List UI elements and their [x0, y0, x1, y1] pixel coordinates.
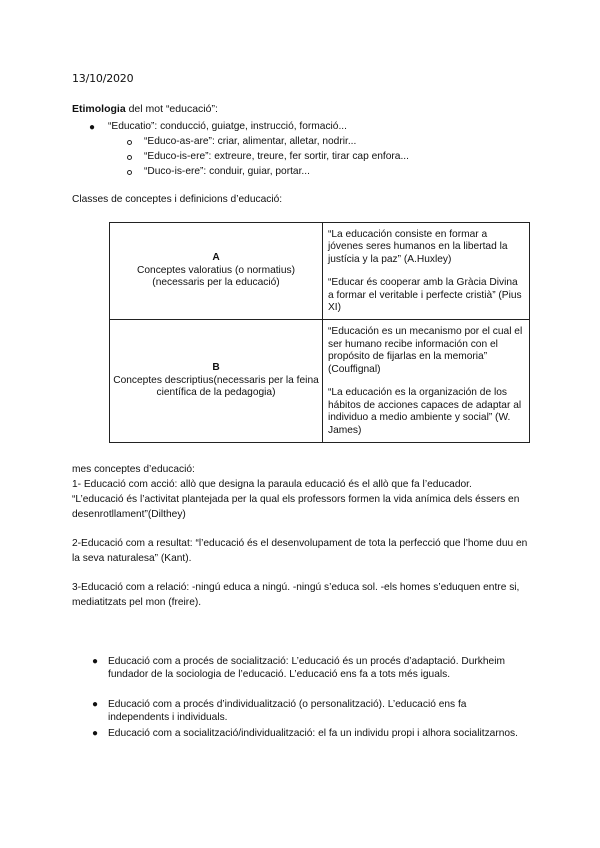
table-cell-category [110, 223, 323, 320]
table-row [110, 320, 530, 443]
etymology-title: Etimologia [72, 103, 126, 115]
etymology-main-item: “Educatio”: conducció, guiatge, instrucció, formació... [108, 121, 347, 132]
table-cell-quotes [323, 223, 530, 320]
list-item [92, 728, 518, 741]
table-row [110, 223, 530, 320]
list-item [92, 656, 518, 682]
definition-quote: “La educación consiste en formar a jóvenes seres humanos en la libertad la justícia y la paz” (A.Huxley) [328, 228, 508, 265]
table-cell-category [110, 320, 323, 443]
more-concepts-heading: mes conceptes d’educació: [72, 464, 195, 475]
circle-bullet-icon [127, 170, 132, 175]
bullet-icon: ● [92, 728, 99, 739]
list-item-text: Educació com a procés d’individualització (o personalització). L’educació ens fa independents i individuals. [108, 699, 467, 723]
concept-relation: 3-Educació com a relació: -ningú educa a ningú. -ningú s’educa sol. -els homes s’eduquen entre si, mediatitzats pel mon (freire). [72, 582, 520, 608]
bullet-icon: ● [89, 122, 96, 133]
category-description: Conceptes descriptius(necessaris per la feina científica de la pedagogia) [113, 374, 319, 399]
definition-quote: “Educación es un mecanismo por el cual el ser humano recibe información con el propósito de fijarlas en la memoria” (Couffignal) [328, 326, 523, 375]
bullet-icon: ● [92, 656, 99, 667]
list-item-text: Educació com a socialització/individualització: el fa un individu propi i alhora socialitzarnos. [108, 728, 518, 739]
circle-bullet-icon [127, 140, 132, 145]
concept-action-quote: “L’educació és l’activitat plantejada per la qual els professors formen la vida anímica dels éssers en desenrotllament”(Dilthey) [72, 494, 520, 520]
etymology-sub-item: “Educo-is-ere”: extreure, treure, fer sortir, tirar cap enfora... [144, 151, 409, 162]
list-item-text: Educació com a procés de socialització: L’educació és un procés d’adaptació. Durkheim fundador de la sociologia de l’educació. L’educació ens fa a tots més iguals. [108, 656, 505, 680]
etymology-sub-item: “Duco-is-ere”: conduir, guiar, portar... [144, 166, 310, 177]
definition-quote: “Educar és cooperar amb la Gràcia Divina a formar el veritable i perfecte cristià” (Pius XI) [328, 277, 522, 313]
category-letter: A [212, 252, 220, 264]
circle-bullet-icon [127, 155, 132, 160]
etymology-heading-rest: del mot “educació”: [125, 103, 218, 115]
definition-quote: “La educación es la organización de los hábitos de acciones capaces de adaptar al individuo a medio ambiente y social” (W. James) [328, 387, 522, 436]
bullet-icon: ● [92, 699, 99, 710]
list-item [92, 699, 518, 725]
table-cell-quotes [323, 320, 530, 443]
document-date: 13/10/2020 [72, 72, 134, 85]
concepts-table [109, 222, 530, 443]
category-letter: B [212, 362, 220, 374]
etymology-sub-item: “Educo-as-are”: criar, alimentar, alletar, nodrir... [144, 136, 357, 147]
category-description: Conceptes valoratius (o normatius)(necessaris per la educació) [137, 264, 295, 289]
etymology-heading [72, 103, 218, 115]
classes-heading: Classes de conceptes i definicions d’educació: [72, 194, 283, 205]
concept-action: 1- Educació com acció: allò que designa la paraula educació és el allò que fa l’educador. [72, 479, 472, 490]
concept-result: 2-Educació com a resultat: “l’educació és el desenvolupament de tota la perfecció que l’home duu en la seva naturalesa” (Kant). [72, 538, 528, 564]
